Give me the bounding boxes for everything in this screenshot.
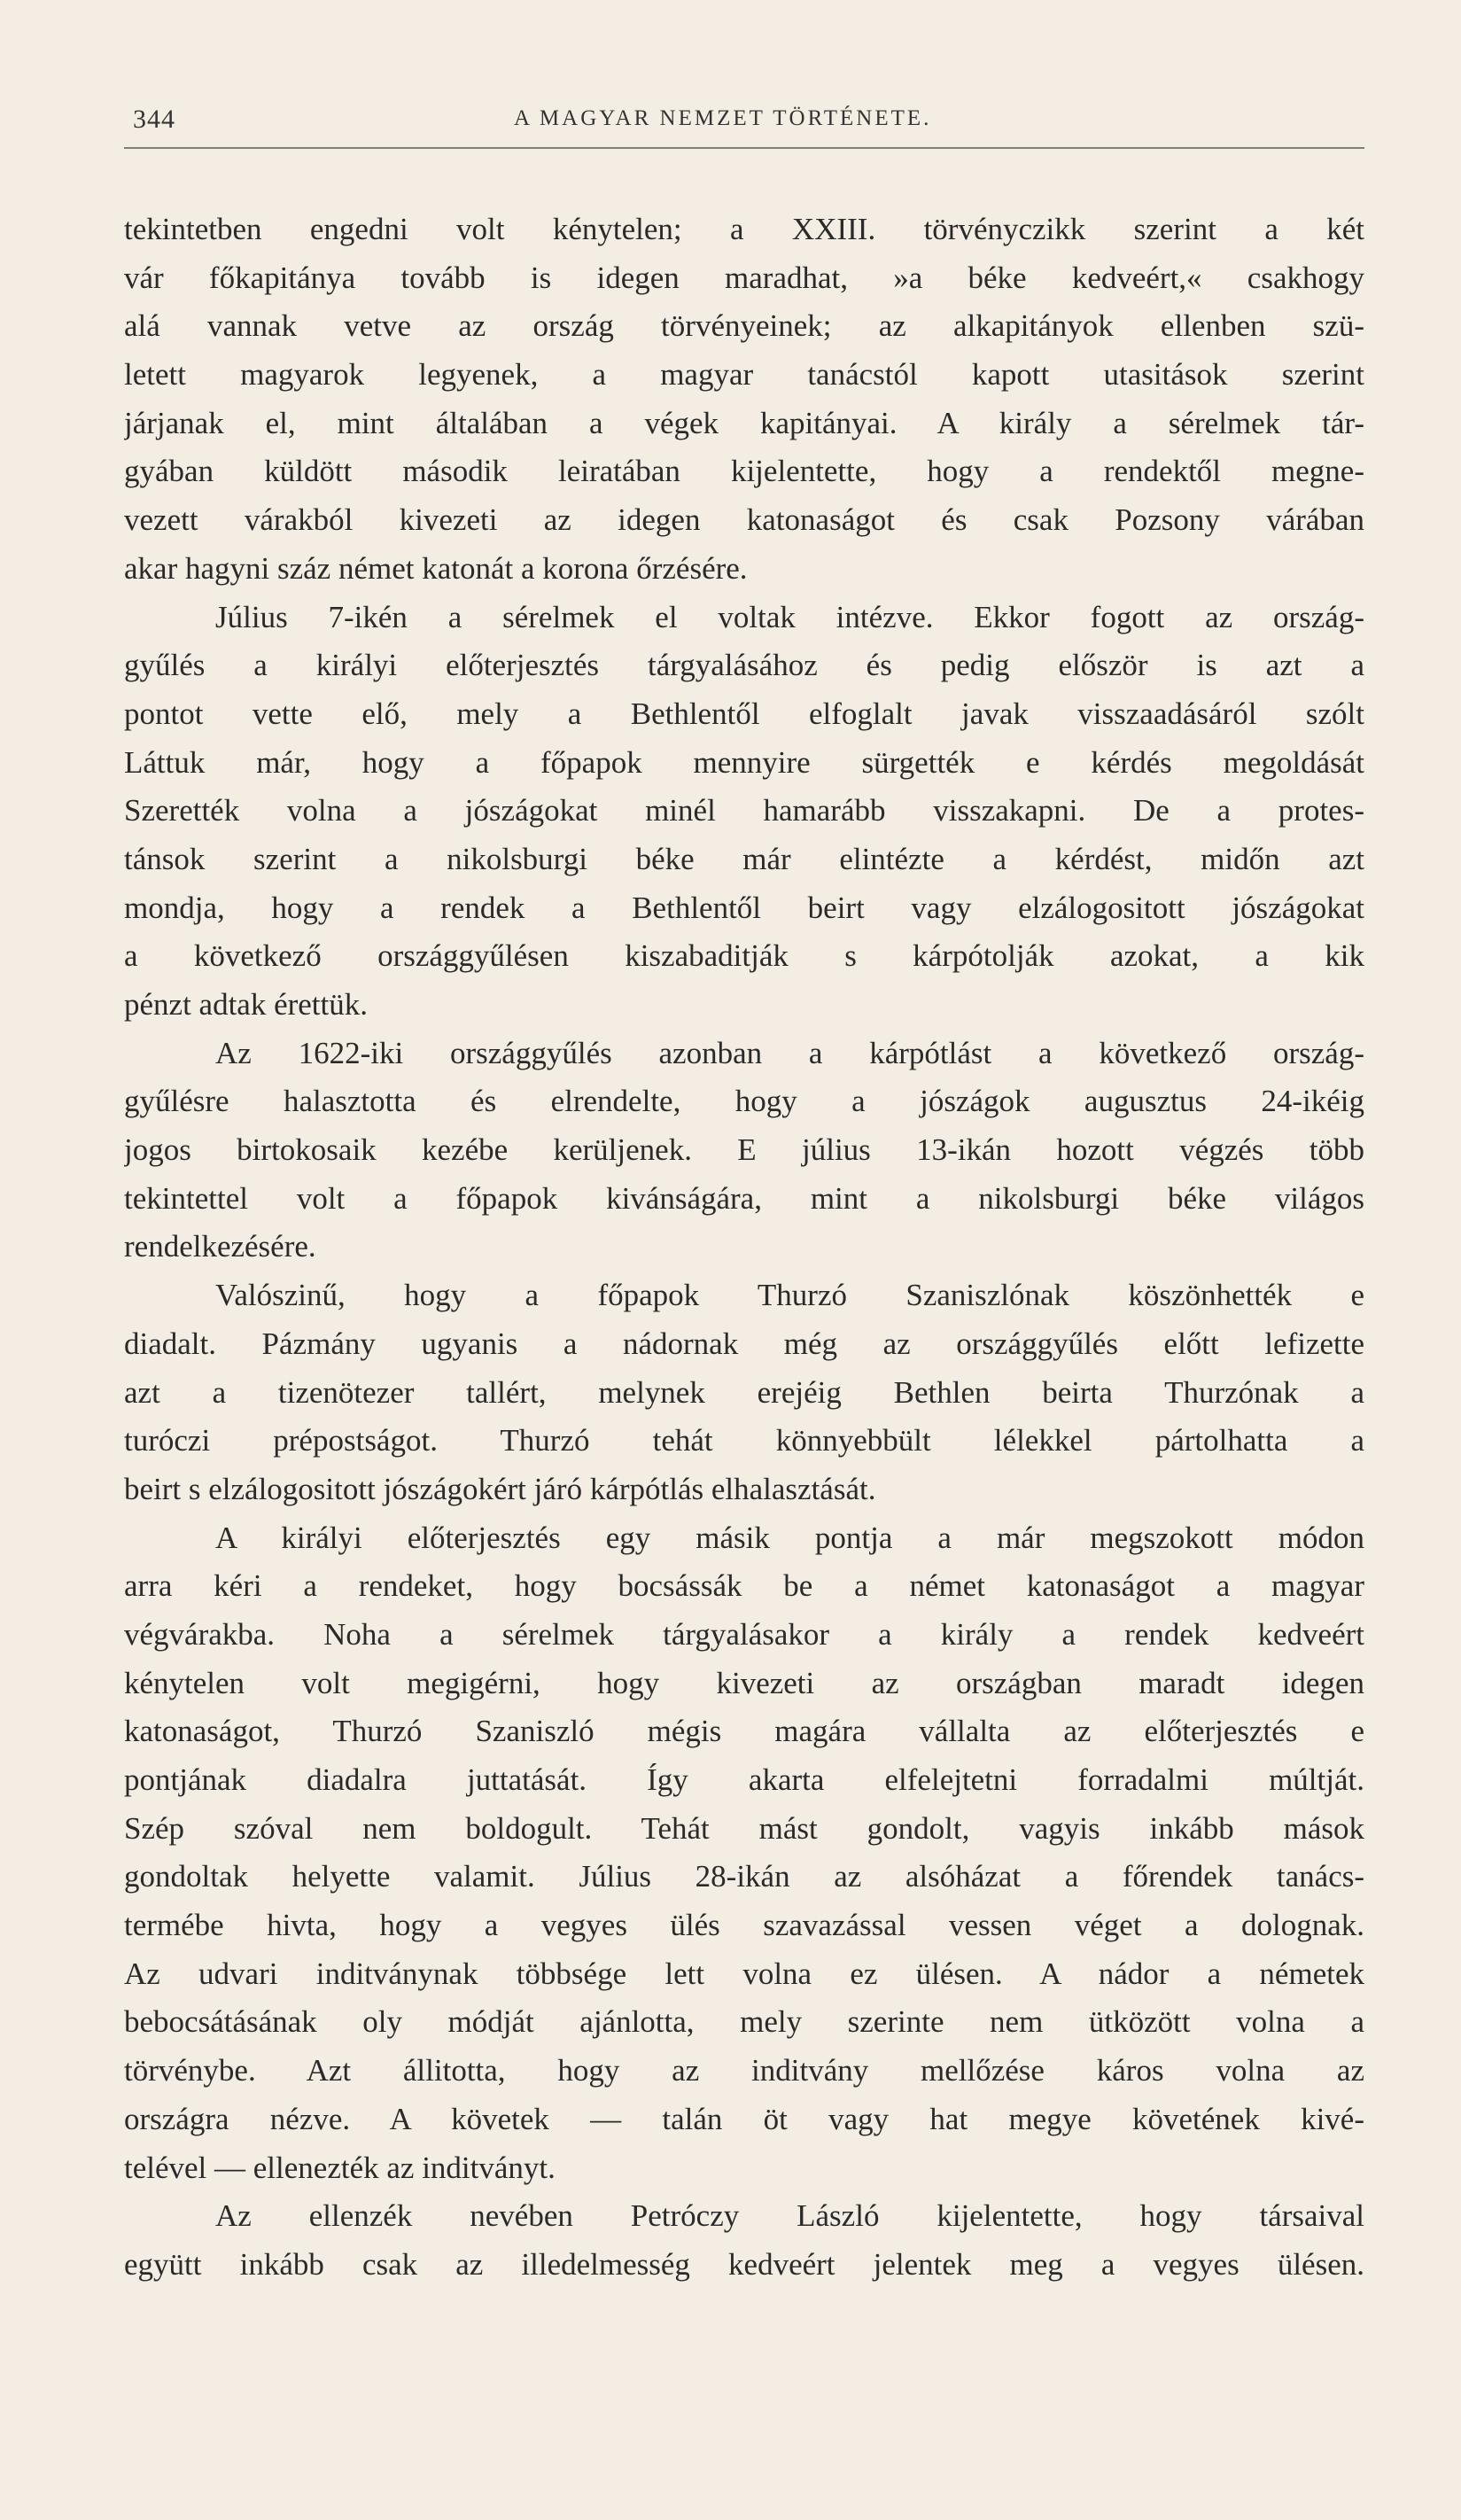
- text-line: országra nézve. A követek — talán öt vagy hat megye követének kivé-: [124, 2101, 1364, 2136]
- text-line: vezett várakból kivezeti az idegen katonaságot és csak Pozsony várában: [124, 502, 1364, 538]
- text-line: gyűlésre halasztotta és elrendelte, hogy a jószágok augusztus 24-ikéig: [124, 1084, 1364, 1119]
- page-number: 344: [133, 105, 175, 134]
- text-line: rendelkezésére.: [124, 1229, 316, 1264]
- text-line: Július 7-ikén a sérelmek el voltak intézve. Ekkor fogott az ország-: [215, 599, 1364, 634]
- body-text: [124, 206, 1364, 2290]
- text-line: termébe hivta, hogy a vegyes ülés szavazással vessen véget a dolognak.: [124, 1908, 1364, 1943]
- text-line: Szép szóval nem boldogult. Tehát mást gondolt, vagyis inkább mások: [124, 1810, 1364, 1846]
- text-line: tekintettel volt a főpapok kivánságára, mint a nikolsburgi béke világos: [124, 1180, 1364, 1216]
- page-header: [124, 105, 1364, 144]
- text-line: azt a tizenötezer tallért, melynek erejéig Bethlen beirta Thurzónak a: [124, 1374, 1364, 1410]
- text-line: katonaságot, Thurzó Szaniszló mégis magára vállalta az előterjesztés e: [124, 1714, 1364, 1749]
- text-line: bebocsátásának oly módját ajánlotta, mely szerinte nem ütközött volna a: [124, 2004, 1364, 2040]
- text-line: végvárakba. Noha a sérelmek tárgyalásakor a király a rendek kedveért: [124, 1616, 1364, 1652]
- text-line: A királyi előterjesztés egy másik pontja a már megszokott módon: [215, 1520, 1364, 1555]
- text-line: jogos birtokosaik kezébe kerüljenek. E július 13-ikán hozott végzés több: [124, 1132, 1364, 1168]
- text-line: tekintetben engedni volt kénytelen; a XXIII. törvényczikk szerint a két: [124, 212, 1364, 246]
- text-line: tánsok szerint a nikolsburgi béke már elintézte a kérdést, midőn azt: [124, 841, 1364, 876]
- text-line: telével — ellenezték az inditványt.: [124, 2150, 556, 2185]
- text-line: pontot vette elő, mely a Bethlentől elfoglalt javak visszaadásáról szólt: [124, 696, 1364, 731]
- text-line: kénytelen volt megigérni, hogy kivezeti az országban maradt idegen: [124, 1665, 1364, 1700]
- text-line: alá vannak vetve az ország törvényeinek; az alkapitányok ellenben szü-: [124, 308, 1364, 344]
- text-line: a következő országgyűlésen kiszabaditják s kárpótolják azokat, a kik: [124, 938, 1364, 974]
- text-line: járjanak el, mint általában a végek kapitányai. A király a sérelmek tár-: [124, 405, 1364, 440]
- text-line: Valószinű, hogy a főpapok Thurzó Szaniszlónak köszönhették e: [215, 1278, 1364, 1313]
- text-line: Az ellenzék nevében Petróczy László kijelentette, hogy társaival: [215, 2198, 1364, 2234]
- text-line: akar hagyni száz német katonát a korona őrzésére.: [124, 550, 748, 586]
- text-line: letett magyarok legyenek, a magyar tanácstól kapott utasitások szerint: [124, 357, 1364, 393]
- header-rule: [124, 147, 1364, 149]
- text-line: Szerették volna a jószágokat minél hamarább visszakapni. De a protes-: [124, 793, 1364, 828]
- text-line: Az 1622-iki országgyűlés azonban a kárpótlást a következő ország-: [215, 1035, 1364, 1070]
- text-line: turóczi prépostságot. Thurzó tehát könnyebbült lélekkel pártolhatta a: [124, 1423, 1364, 1458]
- text-line: Az udvari inditványnak többsége lett volna ez ülésen. A nádor a németek: [124, 1956, 1364, 1991]
- text-line: beirt s elzálogositott jószágokért járó kárpótlás elhalasztását.: [124, 1471, 876, 1506]
- text-line: törvénybe. Azt állitotta, hogy az inditvány mellőzése káros volna az: [124, 2053, 1364, 2088]
- text-line: diadalt. Pázmány ugyanis a nádornak még az országgyűlés előtt lefizette: [124, 1326, 1364, 1361]
- running-title: A MAGYAR NEMZET TÖRTÉNETE.: [514, 106, 932, 130]
- text-line: gyában küldött második leiratában kijelentette, hogy a rendektől megne-: [124, 454, 1364, 489]
- text-line: gondoltak helyette valamit. Július 28-ikán az alsóházat a főrendek tanács-: [124, 1859, 1364, 1894]
- text-line: pontjának diadalra juttatását. Így akarta elfelejtetni forradalmi múltját.: [124, 1762, 1364, 1797]
- text-line: gyűlés a királyi előterjesztés tárgyalásához és pedig először is azt a: [124, 648, 1364, 683]
- text-line: arra kéri a rendeket, hogy bocsássák be a német katonaságot a magyar: [124, 1568, 1364, 1604]
- text-line: Láttuk már, hogy a főpapok mennyire sürgették e kérdés megoldását: [124, 744, 1364, 780]
- text-line: pénzt adtak érettük.: [124, 987, 369, 1022]
- text-line: vár főkapitánya tovább is idegen maradhat, »a béke kedveért,« csakhogy: [124, 260, 1364, 295]
- text-line: mondja, hogy a rendek a Bethlentől beirt vagy elzálogositott jószágokat: [124, 890, 1364, 925]
- text-line: együtt inkább csak az illedelmesség kedveért jelentek meg a vegyes ülésen.: [124, 2246, 1364, 2282]
